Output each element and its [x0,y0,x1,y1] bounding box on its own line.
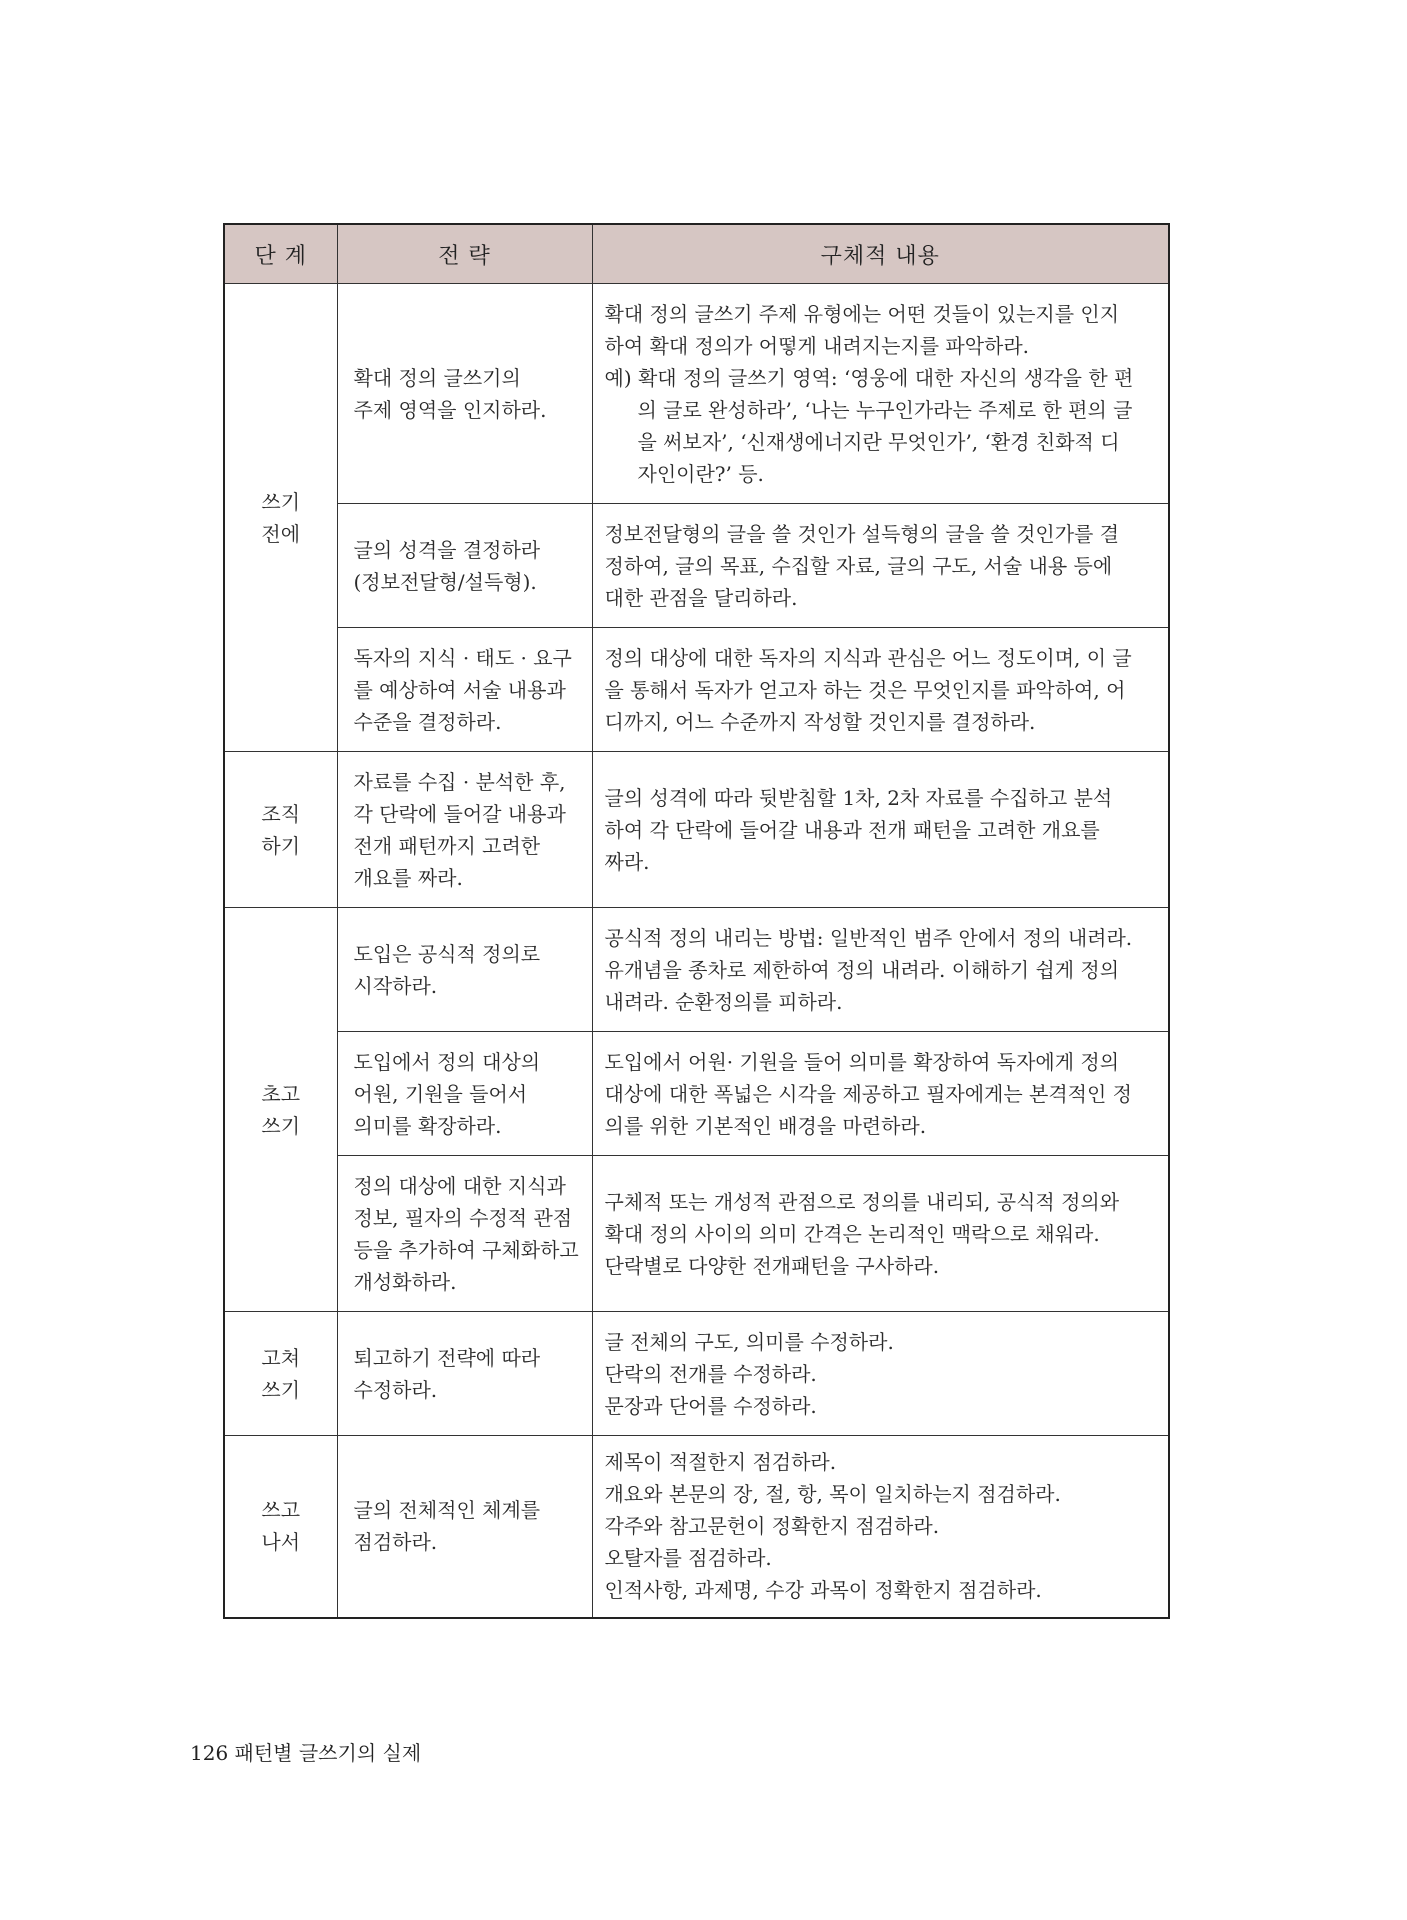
writing-process-table [223,223,1170,1619]
writing-process-table-wrap [223,223,1168,1619]
content-cell [592,1032,1169,1156]
strategy-line: 수정하라. [353,1377,438,1402]
strategy-line: 글의 성격을 결정하라 [353,537,541,562]
stage-line: 쓰기 [261,489,301,514]
strategy-line: 전개 패턴까지 고려한 [353,833,541,858]
table-row [224,504,1169,628]
content-cell [592,752,1169,908]
content-cell [592,504,1169,628]
page-number: 126 [190,1741,229,1765]
content-cell [592,908,1169,1032]
content-line: 대한 관점을 달리하라. [604,585,798,610]
strategy-cell [337,284,592,504]
content-line: 정보전달형의 글을 쓸 것인가 설득형의 글을 쓸 것인가를 결 [604,521,1120,546]
strategy-line: 독자의 지식 · 태도 · 요구 [353,645,572,670]
strategy-line: 개성화하라. [353,1269,457,1294]
content-cell [592,1312,1169,1436]
strategy-line: 주제 영역을 인지하라. [353,397,547,422]
content-line: 예) 확대 정의 글쓰기 영역: ‘영웅에 대한 자신의 생각을 한 편 [604,365,1134,390]
content-line: 자인이란?’ 등. [637,461,764,486]
stage-line: 고쳐 [261,1345,301,1370]
content-line: 도입에서 어원· 기원을 들어 의미를 확장하여 독자에게 정의 [604,1049,1120,1074]
content-line: 확대 정의 사이의 의미 간격은 논리적인 맥락으로 채워라. [604,1221,1100,1246]
book-title: 패턴별 글쓰기의 실제 [234,1741,422,1765]
strategy-line: 정보, 필자의 수정적 관점 [353,1205,573,1230]
content-line: 구체적 또는 개성적 관점으로 정의를 내리되, 공식적 정의와 [604,1189,1120,1214]
content-line: 대상에 대한 폭넓은 시각을 제공하고 필자에게는 본격적인 정 [604,1081,1133,1106]
stage-line: 조직 [261,801,301,826]
content-cell [592,1156,1169,1312]
strategy-line: 어원, 기원을 들어서 [353,1081,528,1106]
strategy-line: 수준을 결정하라. [353,709,502,734]
table-row [224,908,1169,1032]
strategy-line: 도입에서 정의 대상의 [353,1049,541,1074]
table-row [224,628,1169,752]
page-footer [190,1737,421,1766]
content-line: 오탈자를 점검하라. [604,1546,772,1571]
strategy-line: 확대 정의 글쓰기의 [353,365,521,390]
strategy-cell [337,908,592,1032]
header-content: 구체적 내용 [592,224,1169,284]
strategy-line: 각 단락에 들어갈 내용과 [353,801,566,826]
content-line: 하여 확대 정의가 어떻게 내려지는지를 파악하라. [604,333,1030,358]
strategy-cell [337,1436,592,1618]
table-row [224,1436,1169,1618]
strategy-line: (정보전달형/설득형). [353,569,537,594]
strategy-line: 정의 대상에 대한 지식과 [353,1173,566,1198]
content-line: 단락의 전개를 수정하라. [604,1361,817,1386]
strategy-line: 자료를 수집 · 분석한 후, [353,769,566,794]
content-line: 짜라. [604,849,650,874]
table-row [224,284,1169,504]
content-line: 정의 대상에 대한 독자의 지식과 관심은 어느 정도이며, 이 글 [604,645,1132,670]
table-row [224,1156,1169,1312]
table-row [224,752,1169,908]
content-line: 글 전체의 구도, 의미를 수정하라. [604,1329,894,1354]
stage-cell [224,1436,337,1618]
header-stage: 단 계 [224,224,337,284]
strategy-line: 점검하라. [353,1530,438,1555]
table-body [224,284,1169,1618]
content-line: 을 써보자’, ‘신재생에너지란 무엇인가’, ‘환경 친화적 디 [637,429,1120,454]
stage-line: 전에 [261,521,301,546]
strategy-line: 퇴고하기 전략에 따라 [353,1345,541,1370]
strategy-line: 글의 전체적인 체계를 [353,1498,541,1523]
strategy-cell [337,1032,592,1156]
stage-cell [224,908,337,1312]
content-line: 공식적 정의 내리는 방법: 일반적인 범주 안에서 정의 내려라. [604,925,1133,950]
content-cell [592,628,1169,752]
content-line: 의를 위한 기본적인 배경을 마련하라. [604,1113,927,1138]
content-cell [592,1436,1169,1618]
strategy-line: 를 예상하여 서술 내용과 [353,677,566,702]
content-line: 개요와 본문의 장, 절, 항, 목이 일치하는지 점검하라. [604,1482,1061,1507]
stage-line: 쓰기 [261,1377,301,1402]
stage-cell [224,752,337,908]
content-line: 글의 성격에 따라 뒷받침할 1차, 2차 자료를 수집하고 분석 [604,785,1113,810]
table-row [224,1312,1169,1436]
strategy-cell [337,1156,592,1312]
content-line: 디까지, 어느 수준까지 작성할 것인지를 결정하라. [604,709,1036,734]
stage-line: 하기 [261,833,301,858]
stage-line: 초고 [261,1081,301,1106]
content-cell [592,284,1169,504]
content-line: 유개념을 종차로 제한하여 정의 내려라. 이해하기 쉽게 정의 [604,957,1120,982]
strategy-line: 시작하라. [353,973,438,998]
strategy-line: 도입은 공식적 정의로 [353,941,541,966]
content-line: 내려라. 순환정의를 피하라. [604,989,843,1014]
stage-cell [224,284,337,752]
stage-cell [224,1312,337,1436]
content-line: 정하여, 글의 목표, 수집할 자료, 글의 구도, 서술 내용 등에 [604,553,1113,578]
strategy-line: 등을 추가하여 구체화하고 [353,1237,579,1262]
content-line: 제목이 적절한지 점검하라. [604,1450,837,1475]
content-line: 하여 각 단락에 들어갈 내용과 전개 패턴을 고려한 개요를 [604,817,1100,842]
content-line: 각주와 참고문헌이 정확한지 점검하라. [604,1514,940,1539]
table-header-row [224,224,1169,284]
stage-line: 쓰기 [261,1113,301,1138]
stage-line: 쓰고 [261,1498,301,1523]
header-strategy: 전 략 [337,224,592,284]
content-line: 문장과 단어를 수정하라. [604,1393,817,1418]
strategy-line: 의미를 확장하라. [353,1113,502,1138]
strategy-cell [337,752,592,908]
table-row [224,1032,1169,1156]
content-line: 단락별로 다양한 전개패턴을 구사하라. [604,1253,940,1278]
strategy-cell [337,504,592,628]
content-line: 확대 정의 글쓰기 주제 유형에는 어떤 것들이 있는지를 인지 [604,301,1120,326]
strategy-cell [337,1312,592,1436]
content-line: 인적사항, 과제명, 수강 과목이 정확한지 점검하라. [604,1578,1042,1603]
strategy-line: 개요를 짜라. [353,865,463,890]
content-line: 의 글로 완성하라’, ‘나는 누구인가라는 주제로 한 편의 글 [637,397,1133,422]
stage-line: 나서 [261,1530,301,1555]
strategy-cell [337,628,592,752]
content-line: 을 통해서 독자가 얻고자 하는 것은 무엇인지를 파악하여, 어 [604,677,1126,702]
